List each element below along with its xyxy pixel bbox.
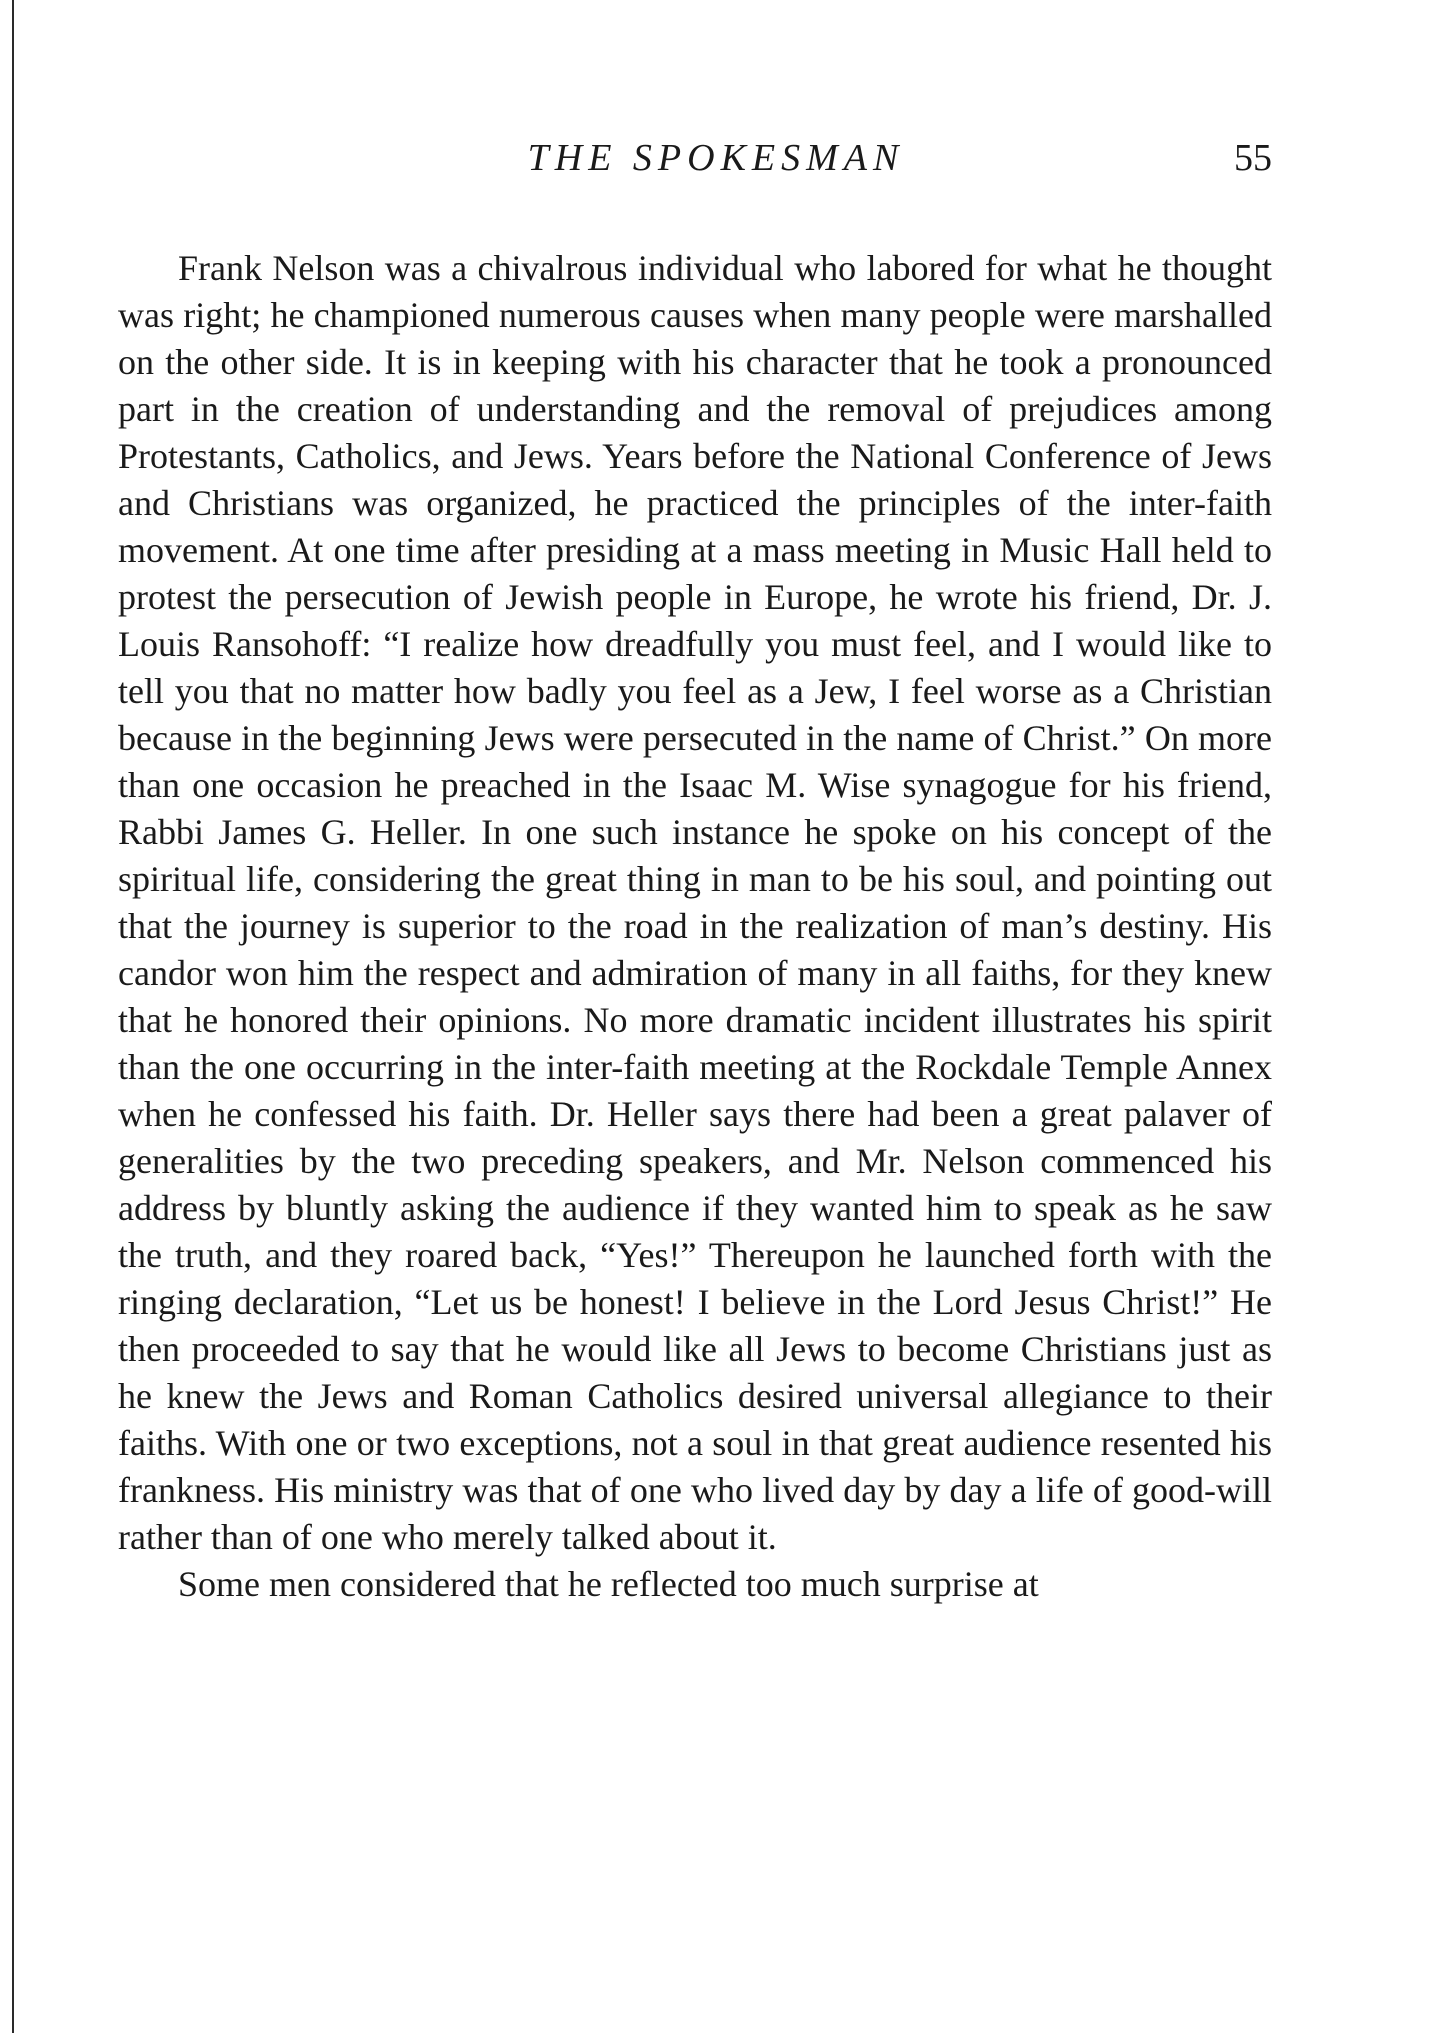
- running-title: THE SPOKESMAN: [527, 137, 905, 179]
- paragraph: Frank Nelson was a chivalrous individual who labored for what he thought was right; he championed numerous causes when many people were marshalled on the other side. It is in keeping with his character that he took a pronounced part in the creation of understanding and the removal of prejudices among Protestants, Catholics, and Jews. Years before the National Conference of Jews and Christians was organized, he practiced the principles of the inter-faith movement. At one time after presiding at a mass meeting in Music Hall held to protest the persecution of Jewish people in Europe, he wrote his friend, Dr. J. Louis Ransohoff: “I realize how dreadfully you must feel, and I would like to tell you that no matter how badly you feel as a Jew, I feel worse as a Christian because in the beginning Jews were persecuted in the name of Christ.” On more than one occasion he preached in the Isaac M. Wise synagogue for his friend, Rabbi James G. Heller. In one such instance he spoke on his concept of the spiritual life, considering the great thing in man to be his soul, and pointing out that the journey is superior to the road in the realization of man’s destiny. His candor won him the respect and admiration of many in all faiths, for they knew that he honored their opinions. No more dramatic incident illustrates his spirit than the one occurring in the inter-faith meeting at the Rockdale Temple Annex when he confessed his faith. Dr. Heller says there had been a great palaver of generalities by the two preceding speakers, and Mr. Nelson commenced his address by bluntly asking the audience if they wanted him to speak as he saw the truth, and they roared back, “Yes!” Thereupon he launched forth with the ringing declaration, “Let us be honest! I believe in the Lord Jesus Christ!” He then proceeded to say that he would like all Jews to become Christians just as he knew the Jews and Roman Catholics desired universal allegiance to their faiths. With one or two exceptions, not a soul in that great audience resented his frankness. His ministry was that of one who lived day by day a life of good-will rather than of one who merely talked about it.: [118, 248, 1272, 1557]
- page-number: 55: [1234, 137, 1272, 179]
- body-text: [118, 245, 1272, 1608]
- page-binding-edge: [12, 0, 14, 2033]
- paragraph: Some men considered that he reflected too much surprise at: [178, 1564, 1039, 1604]
- page-header: [160, 130, 1272, 186]
